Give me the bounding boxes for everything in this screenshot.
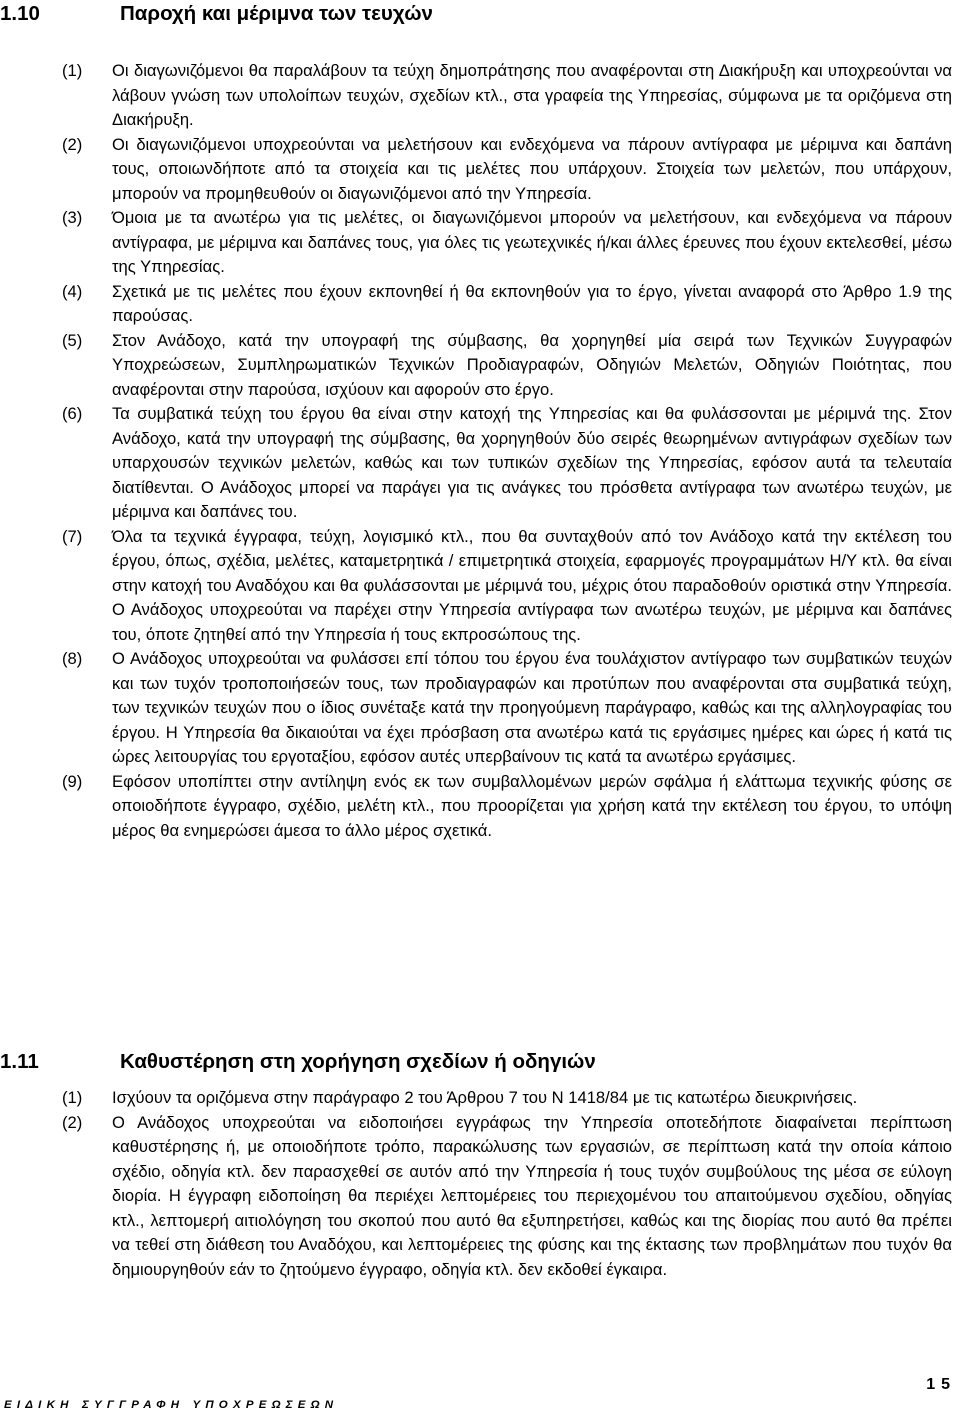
item-number: (3) [62,208,83,227]
footer-label: ΕΙΔΙΚΗ ΣΥΓΓΡΑΦΗ ΥΠΟΧΡΕΩΣΕΩΝ [4,1399,339,1411]
list-item [0,402,960,525]
list-item [0,1086,960,1111]
item-text: Στον Ανάδοχο, κατά την υπογραφή της σύμβασης, θα χορηγηθεί μία σειρά των Τεχνικών Συγγραφών Υποχρεώσεων, Συμπληρωματικών Τεχνικών Προδιαγραφών, Οδηγιών Μελετών, Οδηγιών Ποιότητας, που αναφέρονται στην παρούσα, ισχύουν και αφορούν στο έργο. [112,330,952,399]
list-item [0,280,960,329]
section-number: 1.10 [0,2,40,25]
page-number: 15 [926,1376,956,1393]
item-text: Ο Ανάδοχος υποχρεούται να ειδοποιήσει εγγράφως την Υπηρεσία οποτεδήποτε διαφαίνεται περίπτωση καθυστέρησης ή, με οποιοδήποτε τρόπο, παρακώλυσης των εργασιών, σε περίπτωση κατά την οποία κάποιο σχέδιο, οδηγία κτλ. δεν παρασχεθεί σε αυτόν από την Υπηρεσία ή τους τυχόν συμβούλους της μέσα σε εύλογη διορία. Η έγγραφη ειδοποίηση θα περιέχει λεπτομέρειες του περιεχομένου του απαιτούμενου σχεδίου, οδηγίας κτλ., λεπτομερή αιτιολόγηση του σκοπού που αυτό θα εξυπηρετήσει, καθώς και της διορίας που αυτό θα πρέπει να τεθεί στη διάθεση του Αναδόχου, και λεπτομέρειες της φύσης και της έκτασης των προβλημάτων που τυχόν θα δημιουργηθούν εάν το ζητούμενο έγγραφο, οδηγία κτλ. δεν εκδοθεί έγκαιρα. [112,1112,952,1279]
item-text: Εφόσον υποπίπτει στην αντίληψη ενός εκ των συμβαλλομένων μερών σφάλμα ή ελάττωμα τεχνικής φύσης σε οποιοδήποτε έγγραφο, σχέδιο, μελέτη κτλ., που προορίζεται για χρήση κατά την εκτέλεση του έργου, το υπόψη μέρος θα ενημερώσει άμεσα το άλλο μέρος σχετικά. [112,771,952,840]
item-number: (4) [62,281,83,301]
list-item [0,59,960,133]
list-item [0,647,960,770]
item-text: Οι διαγωνιζόμενοι υποχρεούνται να μελετήσουν και ενδεχόμενα να πάρουν αντίγραφα με μέριμνα και δαπάνη τους, οποιωνδήποτε από τα στοιχεία και τις μελέτες που υπάρχουν. Στοιχεία των μελετών, που υπάρχουν, μπορούν να προμηθευθούν οι διαγωνιζόμενοι από την Υπηρεσία. [112,134,952,203]
item-text: Οι διαγωνιζόμενοι θα παραλάβουν τα τεύχη δημοπράτησης που αναφέρονται στη Διακήρυξη και υποχρεούνται να λάβουν γνώση των υπολοίπων τευχών, σχεδίων κτλ., στα γραφεία της Υπηρεσίας, σύμφωνα με τα οριζόμενα στη Διακήρυξη. [112,61,952,129]
item-text: Όλα τα τεχνικά έγγραφα, τεύχη, λογισμικό κτλ., που θα συνταχθούν από τον Ανάδοχο κατά την εκτέλεση του έργου, όπως, σχέδια, μελέτες, καταμετρητικά / επιμετρητικά στοιχεία, εφαρμογές προγραμμάτων Η/Υ κτλ. θα είναι στην κατοχή του Αναδόχου και θα φυλάσσονται με μέριμνά του, μέχρις ότου παραδοθούν οριστικά στην Υπηρεσία. Ο Ανάδοχος υποχρεούται να παρέχει στην Υπηρεσία αντίγραφα των ανωτέρω τευχών, με μέριμνα και δαπάνες του, όποτε ζητηθεί από την Υπηρεσία ή τους εκπροσώπους της. [112,526,952,644]
section-title: Καθυστέρηση στη χορήγηση σχεδίων ή οδηγιών [120,1050,596,1073]
section-number: 1.11 [0,1050,39,1073]
item-text: Όμοια με τα ανωτέρω για τις μελέτες, οι διαγωνιζόμενοι μπορούν να μελετήσουν, και ενδεχόμενα να πάρουν αντίγραφα, με μέριμνα και δαπάνες τους, για όλες τις γεωτεχνικές ή/και άλλες έρευνες που έχουν εκτελεσθεί, μέσω της Υπηρεσίας. [112,208,952,276]
section-1-10-items [0,59,960,843]
item-text: Σχετικά με τις μελέτες που έχουν εκπονηθεί ή θα εκπονηθούν για το έργο, γίνεται αναφορά στο Άρθρο 1.9 της παρούσας. [112,281,952,325]
item-text: Ο Ανάδοχος υποχρεούται να φυλάσσει επί τόπου του έργου ένα τουλάχιστον αντίγραφο των συμβατικών τευχών και των τυχόν τροποποιήσεών τους, των προδιαγραφών και προτύπων που αναφέρονται στα συμβατικά τεύχη, των τεχνικών τευχών που ο ίδιος συνέταξε κατά την προηγούμενη παράγραφο, καθώς και της αλληλογραφίας του έργου. Η Υπηρεσία θα δικαιούται να έχει πρόσβαση στα ανωτέρω κατά τις εργάσιμες ημέρες και ώρες ή κατά τις ώρες λειτουργίας του εργοταξίου, εφόσον αυτές υπερβαίνουν τις κατά τα ανωτέρω εργάσιμες. [112,649,952,766]
list-item [0,1111,960,1283]
item-number: (2) [62,134,83,154]
list-item [0,133,960,207]
item-number: (1) [62,1088,83,1107]
list-item [0,329,960,403]
list-item [0,206,960,280]
item-number: (5) [62,330,83,350]
item-number: (1) [62,61,83,80]
item-number: (2) [62,1112,83,1132]
item-number: (7) [62,526,83,546]
list-item [0,525,960,648]
section-1-11-items [0,1086,960,1282]
item-number: (6) [62,404,83,423]
item-number: (8) [62,649,83,668]
item-number: (9) [62,771,83,791]
section-title: Παροχή και μέριμνα των τευχών [120,2,433,25]
list-item [0,770,960,844]
item-text: Ισχύουν τα οριζόμενα στην παράγραφο 2 του Άρθρου 7 του Ν 1418/84 με τις κατωτέρω διευκρινήσεις. [112,1088,858,1107]
item-text: Τα συμβατικά τεύχη του έργου θα είναι στην κατοχή της Υπηρεσίας και θα φυλάσσονται με μέριμνά της. Στον Ανάδοχο, κατά την υπογραφή της σύμβασης, θα χορηγηθούν δύο σειρές θεωρημένων αντιγράφων σχεδίων των υπαρχουσών τεχνικών μελετών, καθώς και των τυπικών σχεδίων της Υπηρεσίας, εφόσον αυτά τα τελευταία διατίθενται. Ο Ανάδοχος μπορεί να παράγει για τις ανάγκες του πρόσθετα αντίγραφα των ανωτέρω τευχών, με μέριμνα και δαπάνες του. [112,404,952,521]
